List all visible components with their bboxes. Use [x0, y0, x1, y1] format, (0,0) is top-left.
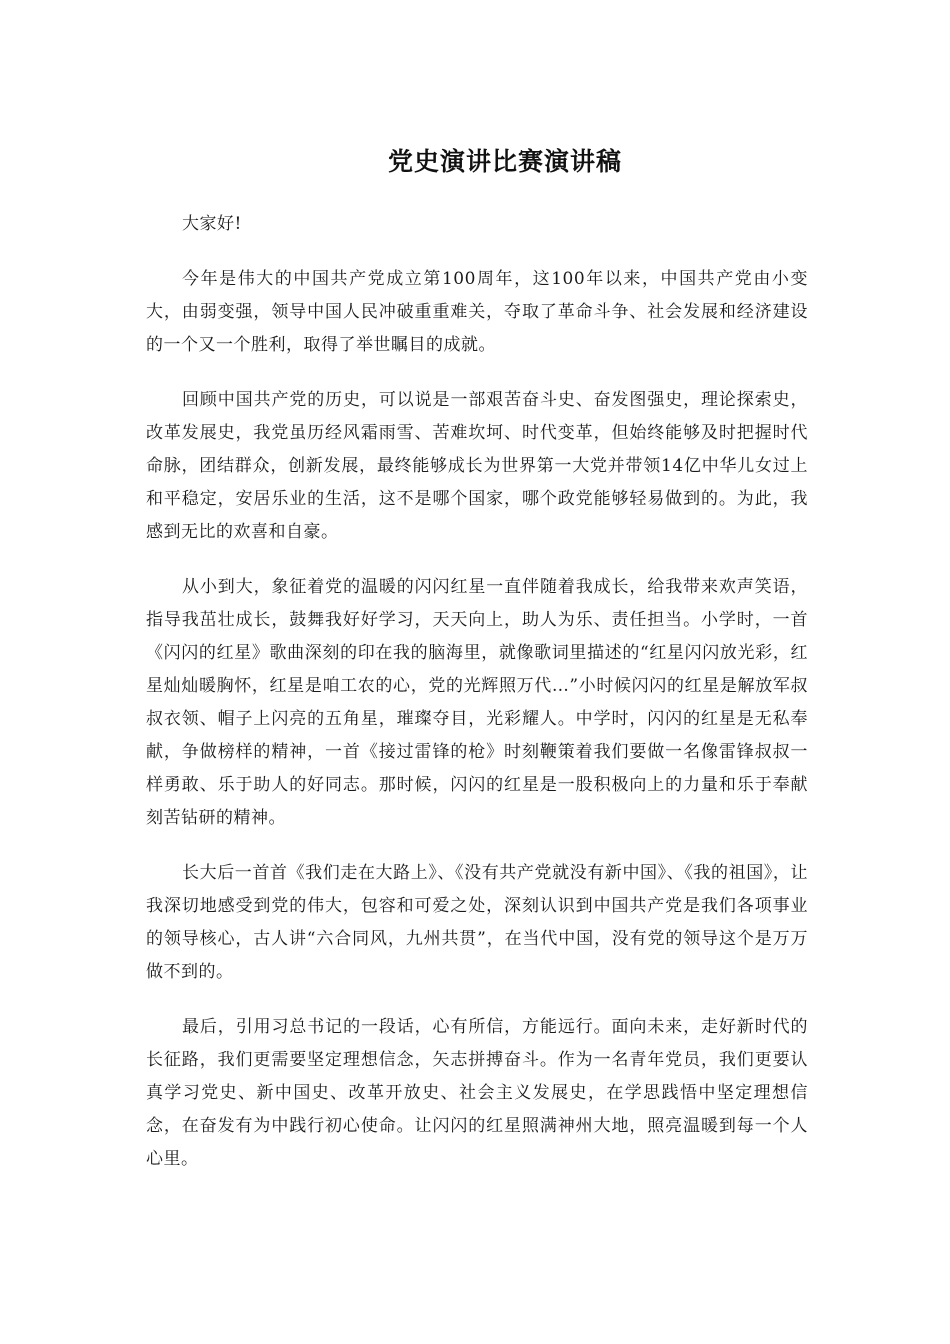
document-body — [146, 208, 808, 1198]
paragraph-3: 从小到大，象征着党的温暖的闪闪红星一直伴随着我成长，给我带来欢声笑语，指导我茁壮成长，鼓舞我好好学习，天天向上，助人为乐、责任担当。小学时，一首《闪闪的红星》歌曲深刻的印在我的脑海里，就像歌词里描述的“红星闪闪放光彩，红星灿灿暖胸怀，红星是咱工农的心，党的光辉照万代…”小时候闪闪的红星是解放军叔叔衣领、帽子上闪亮的五角星，璀璨夺目，光彩耀人。中学时，闪闪的红星是无私奉献，争做榜样的精神，一首《接过雷锋的枪》时刻鞭策着我们要做一名像雷锋叔叔一样勇敢、乐于助人的好同志。那时候，闪闪的红星是一股积极向上的力量和乐于奉献刻苦钻研的精神。 — [146, 577, 808, 828]
paragraph-4: 长大后一首首《我们走在大路上》、《没有共产党就没有新中国》、《我的祖国》，让我深切地感受到党的伟大，包容和可爱之处，深刻认识到中国共产党是我们各项事业的领导核心，古人讲“六合同风，九州共贯”，在当代中国，没有党的领导这个是万万做不到的。 — [146, 863, 808, 982]
paragraph-5: 最后，引用习总书记的一段话，心有所信，方能远行。面向未来，走好新时代的长征路，我们更需要坚定理想信念，矢志拼搏奋斗。作为一名青年党员，我们更要认真学习党史、新中国史、改革开放史、社会主义发展史，在学思践悟中坚定理想信念，在奋发有为中践行初心使命。让闪闪的红星照满神州大地，照亮温暖到每一个人心里。 — [146, 1017, 808, 1169]
paragraph-2: 回顾中国共产党的历史，可以说是一部艰苦奋斗史、奋发图强史，理论探索史，改革发展史，我党虽历经风霜雨雪、苦难坎坷、时代变革，但始终能够及时把握时代命脉，团结群众，创新发展，最终能够成长为世界第一大党并带领14亿中华儿女过上和平稳定，安居乐业的生活，这不是哪个国家，哪个政党能够轻易做到的。为此，我感到无比的欢喜和自豪。 — [146, 390, 808, 542]
paragraph-1: 今年是伟大的中国共产党成立第100周年，这100年以来，中国共产党由小变大，由弱变强，领导中国人民冲破重重难关，夺取了革命斗争、社会发展和经济建设的一个又一个胜利，取得了举世瞩目的成就。 — [146, 269, 808, 355]
document-title: 党史演讲比赛演讲稿 — [387, 147, 622, 176]
greeting: 大家好! — [182, 214, 242, 234]
